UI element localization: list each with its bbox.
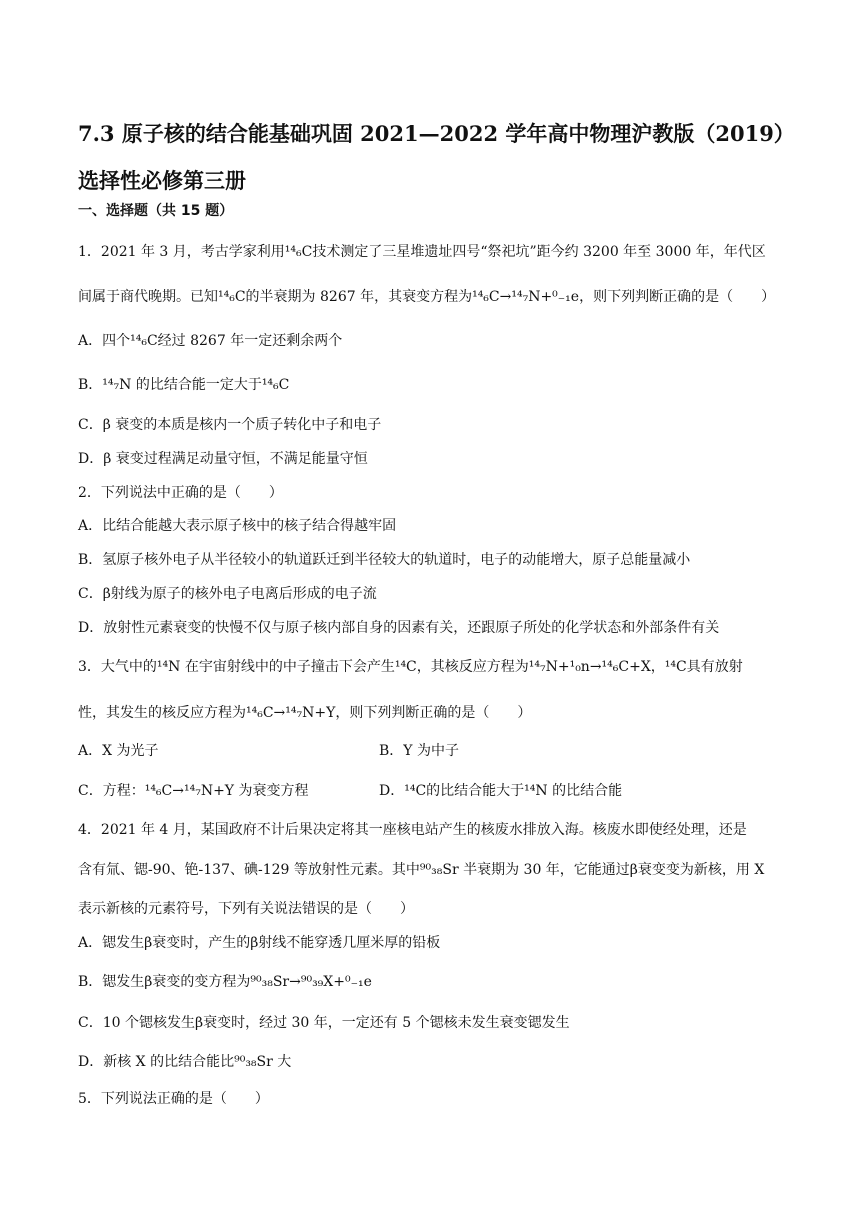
question-1-stem-line-2: 间属于商代晚期。已知¹⁴₆C的半衰期为 8267 年，其衰变方程为¹⁴₆C→¹⁴₇N+⁰₋₁e，则下列判断正确的是（ ） — [78, 289, 776, 305]
question-4-option-a: A．锶发生β衰变时，产生的β射线不能穿透几厘米厚的铅板 — [78, 935, 441, 951]
question-4-option-b: B．锶发生β衰变的变方程为⁹⁰₃₈Sr→⁹⁰₃₉X+⁰₋₁e — [78, 974, 372, 990]
question-4-stem-line-2: 含有氚、锶-90、铯-137、碘-129 等放射性元素。其中⁹⁰₃₈Sr 半衰期为 30 年，它能通过β衰变变为新核，用 X — [78, 862, 765, 878]
section-heading: 一、选择题（共 15 题） — [78, 203, 234, 219]
question-1-option-c: C．β 衰变的本质是核内一个质子转化中子和电子 — [78, 417, 382, 433]
question-2-option-b: B．氢原子核外电子从半径较小的轨道跃迁到半径较大的轨道时，电子的动能增大，原子总能量减小 — [78, 552, 691, 568]
question-1-option-d: D．β 衰变过程满足动量守恒，不满足能量守恒 — [78, 451, 368, 467]
question-4-stem-line-3: 表示新核的元素符号，下列有关说法错误的是（ ） — [78, 901, 414, 917]
page-title: 7.3 原子核的结合能基础巩固 2021—2022 学年高中物理沪教版（2019）选择性必修第三册 — [78, 121, 795, 193]
question-2-option-c: C．β射线为原子的核外电子电离后形成的电子流 — [78, 586, 377, 602]
question-3-option-b: B．Y 为中子 — [379, 743, 459, 759]
question-1-option-a: A．四个¹⁴₆C经过 8267 年一定还剩余两个 — [78, 333, 343, 349]
question-5-stem: 5．下列说法正确的是（ ） — [78, 1091, 269, 1107]
question-2-option-a: A．比结合能越大表示原子核中的核子结合得越牢固 — [78, 518, 397, 534]
question-3-option-c: C．方程：¹⁴₆C→¹⁴₇N+Y 为衰变方程 — [78, 783, 309, 799]
question-4-option-c: C．10 个锶核发生β衰变时，经过 30 年，一定还有 5 个锶核未发生衰变锶发生 — [78, 1015, 570, 1031]
question-2-option-d: D．放射性元素衰变的快慢不仅与原子核内部自身的因素有关，还跟原子所处的化学状态和外部条件有关 — [78, 620, 720, 636]
question-1-option-b: B．¹⁴₇N 的比结合能一定大于¹⁴₆C — [78, 377, 290, 393]
question-4-stem-line-1: 4．2021 年 4 月，某国政府不计后果决定将其一座核电站产生的核废水排放入海。核废水即使经处理，还是 — [78, 822, 747, 838]
question-4-option-d: D．新核 X 的比结合能比⁹⁰₃₈Sr 大 — [78, 1054, 292, 1070]
question-3-stem-line-1: 3．大气中的¹⁴N 在宇宙射线中的中子撞击下会产生¹⁴C，其核反应方程为¹⁴₇N+¹₀n→¹⁴₆C+X，¹⁴C具有放射 — [78, 659, 743, 675]
question-3-option-a: A．X 为光子 — [78, 743, 159, 759]
question-2-stem: 2．下列说法中正确的是（ ） — [78, 485, 283, 501]
question-3-option-d: D．¹⁴C的比结合能大于¹⁴N 的比结合能 — [379, 783, 623, 799]
question-3-stem-line-2: 性，其发生的核反应方程为¹⁴₆C→¹⁴₇N+Y，则下列判断正确的是（ ） — [78, 705, 532, 721]
question-1-stem-line-1: 1．2021 年 3 月，考古学家利用¹⁴₆C技术测定了三星堆遗址四号“祭祀坑”距今约 3200 年至 3000 年，年代区 — [78, 244, 766, 260]
